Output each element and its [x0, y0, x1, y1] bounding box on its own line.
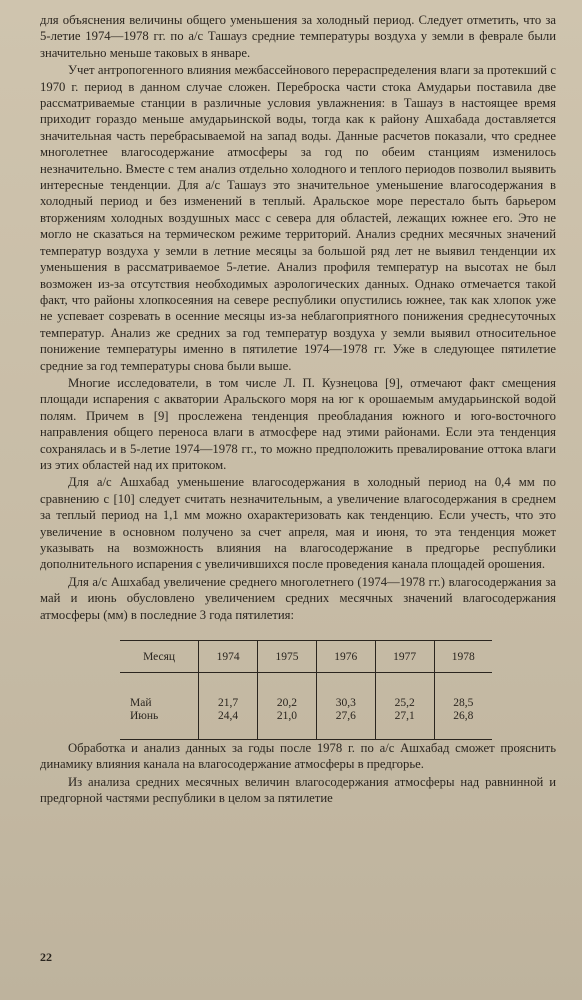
paragraph-ashkhabad-trend: Для а/с Ашхабад уменьшение влагосодержания в холодный период на 0,4 мм по сравнению с [10] следует считать незначительным, а увеличение влагосодержания в среднем за теплый период на 1,1 мм можно охарактеризовать как тенденцию. Если учесть, что это увеличение в основном получено за счет апреля, мая и июня, то эта тенденция может указывать на возможность влияния на влагосодержание в предгорье республики дополнительного испарения с увеличившихся после проведения канала площадей орошения.	[40, 475, 556, 572]
table-header-year: 1976	[316, 641, 375, 673]
table-row	[120, 673, 492, 711]
table-cell: 26,8	[434, 710, 492, 740]
paragraph-researchers: Многие исследователи, в том числе Л. П. Кузнецова [9], отмечают факт смещения площади испарения с акватории Аральского моря на юг к орошаемым амударьинской водой полям. Причем в [9] прослежена тенденция преобладания южного и юго-восточного направления общего переноса влаги в атмосфере над этими районами. Если эта тенденция сохранялась и в 5-летие 1974—1978 гг., то можно предположить превалирование оттока влаги из этих областей над их притоком.	[40, 375, 556, 472]
table-header-year: 1974	[199, 641, 258, 673]
paragraph-continuation: для объяснения величины общего уменьшения за холодный период. Следует отметить, что за 5-летие 1974—1978 гг. по а/с Ташауз средние температуры воздуха у земли в феврале были значительно меньше таковых в январе.	[40, 13, 556, 60]
table-cell: 21,0	[258, 710, 317, 740]
table-cell: 25,2	[375, 673, 434, 711]
moisture-table	[120, 640, 492, 740]
table-row	[120, 710, 492, 740]
paragraph-table-intro: Для а/с Ашхабад увеличение среднего многолетнего (1974—1978 гг.) влагосодержания за май и июнь обусловлено увеличением средних месячных значений влагосодержания атмосферы (мм) в последние 3 года пятилетия:	[40, 574, 556, 622]
table-cell-month: Май	[130, 697, 152, 710]
paragraph-anthropogenic: Учет антропогенного влияния межбассейнового перераспределения влаги за протекший с 1970 г. период в данном случае сложен. Переброска части стока Амударьи поставила две рассматриваемые станции в различные условия увлажнения: в Ташауз в настоящее время приходит гораздо меньше амударьинской воды, тогда как к району Ашхабада доставляется значительная часть перебрасываемой на запад воды. Данные расчетов показали, что среднее многолетнее влагосодержание атмосферы за год по обеим станциям изменилось незначительно. Вместе с тем анализ отдельно холодного и теплого периодов позволил выявить интересные тенденции. Для а/с Ташауз это значительное уменьшение влагосодержания в холодный период и без изменений в теплый. Аральское море перестало быть барьером вторжениям холодных воздушных масс с севера для областей, лежащих южнее его. Это не могло не сказаться на термическом режиме территорий. Анализ средних месячных значений температур воздуха у земли в летние месяцы за большой ряд лет не выявил тенденции их уменьшения в рассматриваемое 5-летие. Анализ профиля температур на высотах не был возможен из-за отсутствия необходимых аэрологических данных. Однако отмечается такой факт, что районы хлопкосеяния на севере республики опустились южнее, так как хлопок уже не успевает созревать в осенние месяцы из-за неблагоприятного понижения среднесуточных температур. Анализ же средних за год температур воздуха у земли выявил относительное понижение температуры именно в пятилетие 1974—1978 гг. Уже в следующее пятилетие средние за год температуры снова были выше.	[40, 63, 556, 373]
paragraph-further-analysis: Обработка и анализ данных за годы после 1978 г. по а/с Ашхабад сможет прояснить динамику влияния канала на влагосодержание атмосферы в предгорье.	[40, 741, 556, 772]
table-cell: 27,1	[375, 710, 434, 740]
table-cell: 30,3	[316, 673, 375, 711]
table-header-year: 1977	[375, 641, 434, 673]
table-cell: 27,6	[316, 710, 375, 740]
table-cell-month: Июнь	[120, 710, 199, 740]
table-header-row	[120, 641, 492, 673]
page-number: 22	[40, 950, 52, 964]
table-cell: 21,7	[199, 673, 258, 711]
paragraph-final: Из анализа средних месячных величин влагосодержания атмосферы над равнинной и предгорной частями республики в целом за пятилетие	[40, 774, 556, 806]
table-header-year: 1978	[434, 641, 492, 673]
table-header-year: 1975	[258, 641, 317, 673]
table-cell: 28,5	[434, 673, 492, 711]
table-cell: 20,2	[258, 673, 317, 711]
table-header-month: Месяц	[120, 641, 199, 673]
table-cell: 24,4	[199, 710, 258, 740]
